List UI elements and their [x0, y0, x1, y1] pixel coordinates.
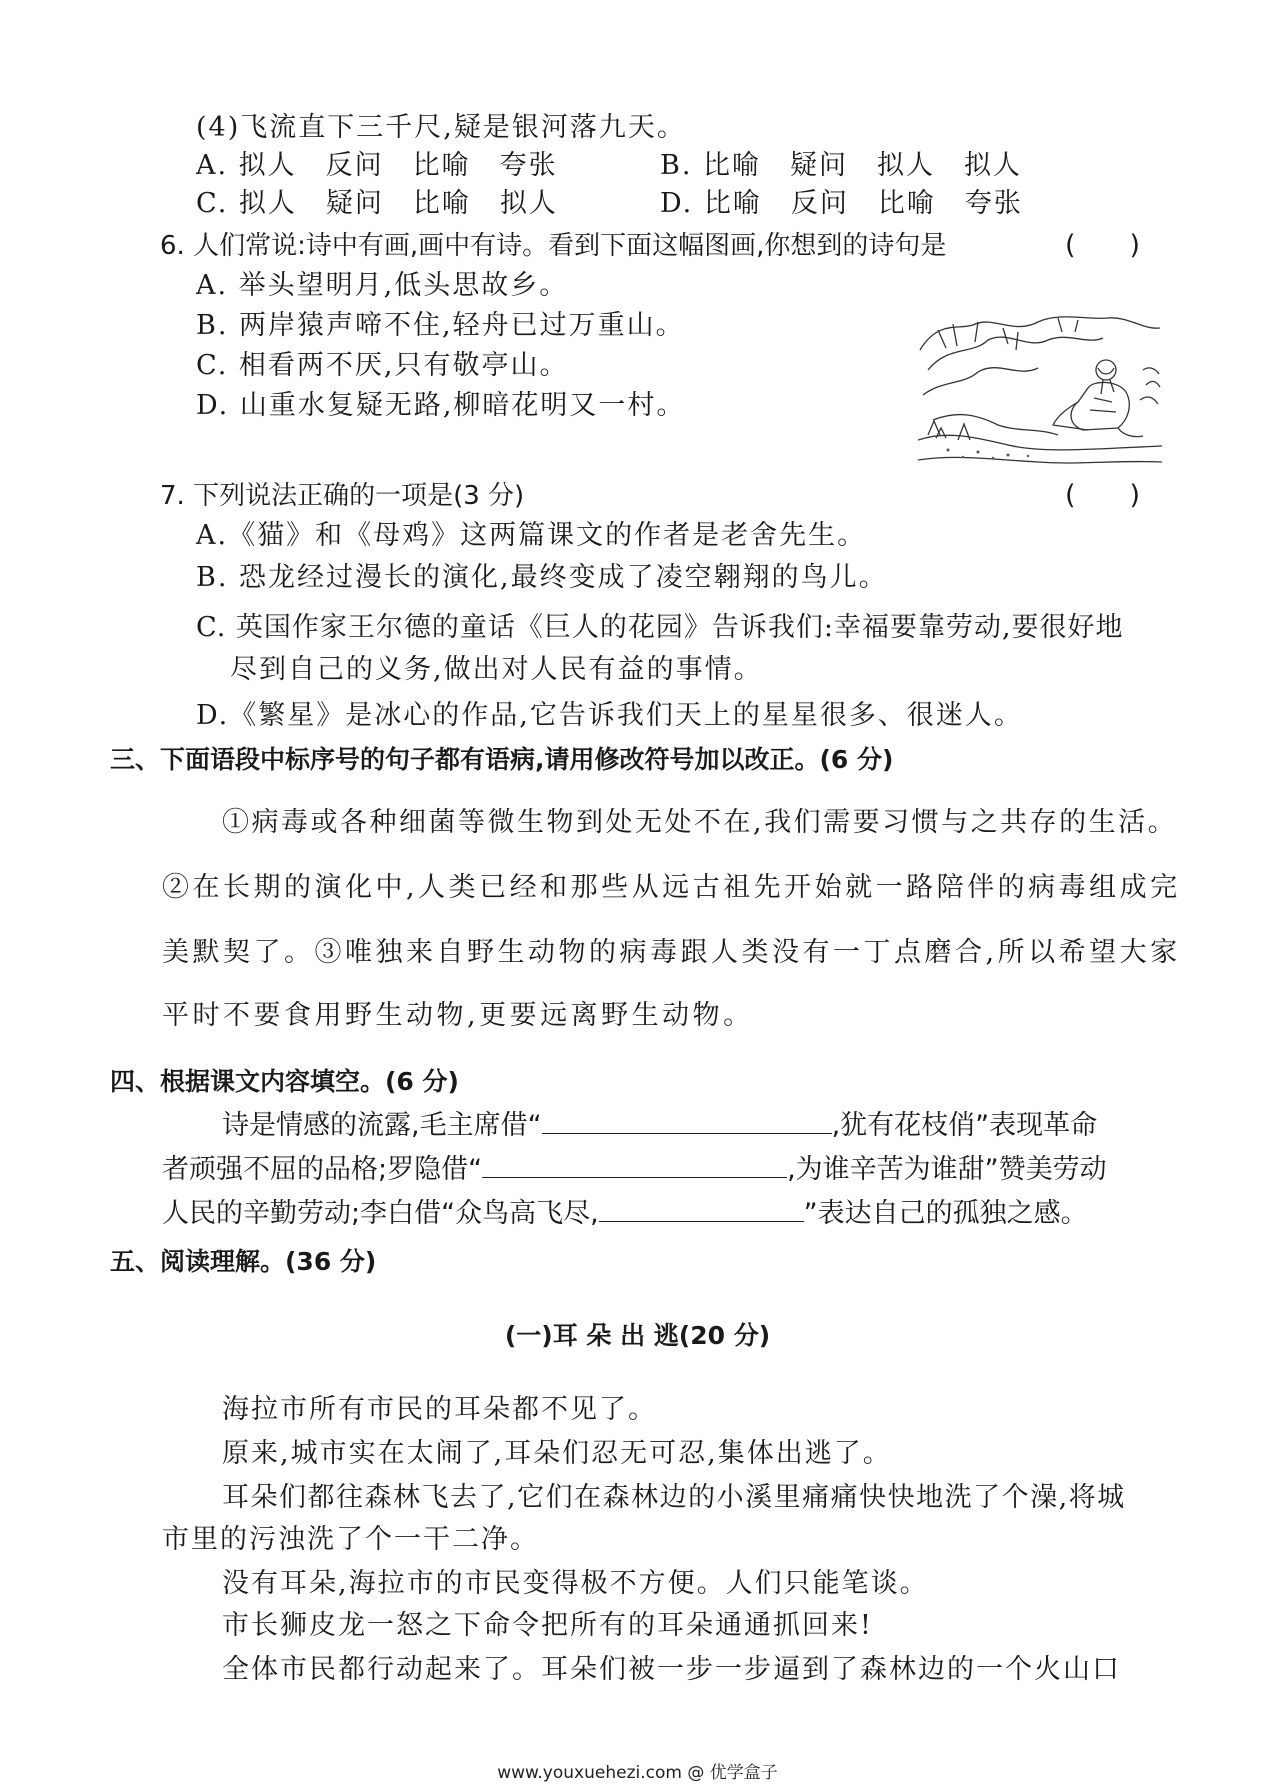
reading-passage-title: (一)耳 朵 出 逃(20 分) — [504, 1321, 771, 1350]
q5-option-b: B. 比喻 疑问 拟人 拟人 — [660, 150, 1023, 181]
section4-line2-start: 者顽强不屈的品格;罗隐借“ — [162, 1154, 483, 1185]
section4-line1-start: 诗是情感的流露,毛主席借“ — [222, 1110, 542, 1141]
passage-paragraph-1: 海拉市所有市民的耳朵都不见了。 — [222, 1394, 657, 1425]
section3-title: 三、下面语段中标序号的句子都有语病,请用修改符号加以改正。(6 分) — [110, 745, 894, 774]
q7-option-c-line2: 尽到自己的义务,做出对人民有益的事情。 — [230, 654, 763, 685]
fill-blank-2[interactable] — [482, 1153, 787, 1178]
passage-paragraph-2: 原来,城市实在太闹了,耳朵们忍无可忍,集体出逃了。 — [222, 1438, 892, 1469]
q6-option-b: B. 两岸猿声啼不住,轻舟已过万重山。 — [196, 310, 685, 341]
q6-option-a: A. 举头望明月,低头思故乡。 — [196, 270, 569, 301]
fill-blank-1[interactable] — [542, 1109, 832, 1134]
section4-line2-end: ,为谁辛苦为谁甜”赞美劳动 — [787, 1154, 1107, 1185]
q6-option-d: D. 山重水复疑无路,柳暗花明又一村。 — [196, 390, 686, 421]
section3-line2: ②在长期的演化中,人类已经和那些从远古祖先开始就一路陪伴的病毒组成完 — [162, 872, 1181, 903]
q5-option-a: A. 拟人 反问 比喻 夸张 — [196, 150, 558, 181]
section4-line1-end: ,犹有花枝俏”表现革命 — [831, 1110, 1098, 1141]
passage-paragraph-3: 耳朵们都往森林飞去了,它们在森林边的小溪里痛痛快快地洗了个澡,将城 — [222, 1482, 1126, 1513]
passage-paragraph-5: 市长狮皮龙一怒之下命令把所有的耳朵通通抓回来! — [222, 1610, 873, 1641]
passage-paragraph-3-cont: 市里的污浊洗了个一干二净。 — [162, 1524, 539, 1555]
fill-blank-3[interactable] — [599, 1197, 804, 1222]
q5-item4: (4)飞流直下三千尺,疑是银河落九天。 — [196, 112, 686, 143]
q5-option-c: C. 拟人 疑问 比喻 拟人 — [196, 188, 558, 219]
section4-line3-end: ”表达自己的孤独之感。 — [803, 1198, 1088, 1229]
section4-line3 — [162, 1196, 1088, 1232]
q7-answer-paren: ( ) — [1065, 480, 1141, 511]
q7-option-b: B. 恐龙经过漫长的演化,最终变成了凌空翱翔的鸟儿。 — [196, 562, 888, 593]
q7-option-d: D.《繁星》是冰心的作品,它告诉我们天上的星星很多、很迷人。 — [196, 700, 1023, 731]
section4-title: 四、根据课文内容填空。(6 分) — [110, 1067, 459, 1096]
q5-option-d: D. 比喻 反问 比喻 夸张 — [660, 188, 1023, 219]
q6-answer-paren: ( ) — [1065, 230, 1141, 261]
section3-line1: ①病毒或各种细菌等微生物到处无处不在,我们需要习惯与之共存的生活。 — [222, 807, 1178, 838]
footer-watermark: www.youxuehezi.com @ 优学盒子 — [497, 1763, 778, 1783]
q7-stem: 7. 下列说法正确的一项是(3 分) — [160, 481, 525, 511]
poet-mountain-illustration — [918, 310, 1162, 470]
q6-option-c: C. 相看两不厌,只有敬亭山。 — [196, 350, 569, 381]
section4-line1 — [222, 1108, 1097, 1144]
section5-title: 五、阅读理解。(36 分) — [110, 1247, 377, 1276]
passage-paragraph-4: 没有耳朵,海拉市的市民变得极不方便。人们只能笔谈。 — [222, 1568, 929, 1599]
q6-stem: 6. 人们常说:诗中有画,画中有诗。看到下面这幅图画,你想到的诗句是 — [160, 231, 947, 261]
section3-line4: 平时不要食用野生动物,更要远离野生动物。 — [162, 1000, 754, 1031]
section4-line2 — [162, 1152, 1107, 1188]
section4-line3-start: 人民的辛勤劳动;李白借“众鸟高飞尽, — [162, 1198, 599, 1229]
q7-option-a: A.《猫》和《母鸡》这两篇课文的作者是老舍先生。 — [196, 520, 867, 551]
passage-paragraph-6: 全体市民都行动起来了。耳朵们被一步一步逼到了森林边的一个火山口 — [222, 1654, 1121, 1685]
q7-option-c-line1: C. 英国作家王尔德的童话《巨人的花园》告诉我们:幸福要靠劳动,要很好地 — [196, 612, 1124, 643]
section3-line3: 美默契了。③唯独来自野生动物的病毒跟人类没有一丁点磨合,所以希望大家 — [162, 937, 1181, 968]
